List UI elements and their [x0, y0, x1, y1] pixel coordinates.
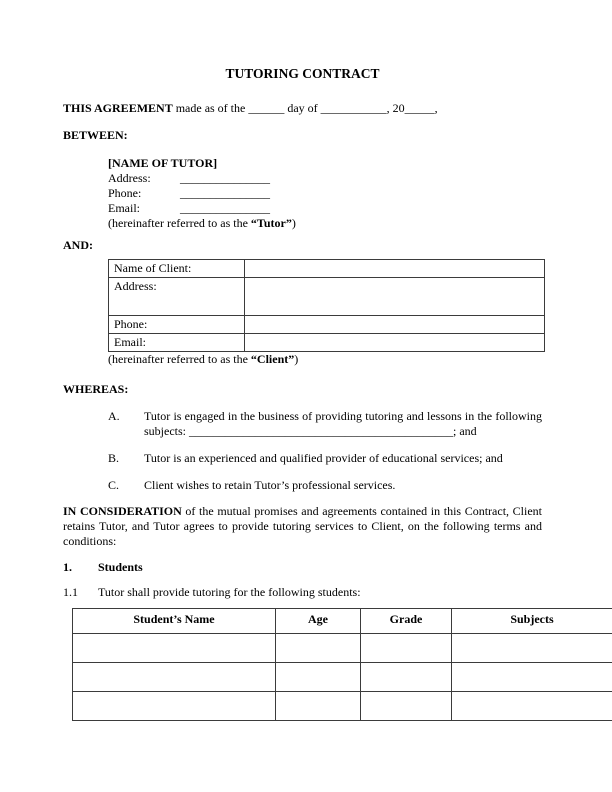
recital-b-letter: B.: [108, 451, 120, 465]
tutor-address-label: Address:: [108, 171, 151, 185]
consideration-paragraph: [63, 504, 542, 549]
tutor-hereinafter-term: “Tutor”: [250, 216, 292, 230]
students-header-grade: Grade: [361, 609, 452, 634]
tutor-phone-blank: _______________: [180, 186, 270, 200]
student-age-cell: [276, 634, 361, 663]
tutor-name-placeholder: [NAME OF TUTOR]: [108, 156, 218, 170]
student-subjects-cell: [452, 692, 612, 721]
students-table-header-row: [73, 609, 612, 634]
recital-b: [108, 451, 542, 466]
tutor-phone-row: [108, 186, 542, 201]
between-label: BETWEEN:: [63, 128, 128, 142]
consideration-bold-phrase: IN CONSIDERATION: [63, 504, 182, 518]
client-address-value: [245, 278, 545, 316]
recital-c-letter: C.: [108, 478, 120, 492]
tutor-hereinafter-prefix: (hereinafter referred to as the: [108, 216, 251, 230]
student-grade-cell: [361, 634, 452, 663]
intro-bold-phrase: THIS AGREEMENT: [63, 101, 173, 115]
client-hereinafter-prefix: (hereinafter referred to as the: [108, 352, 251, 366]
student-subjects-cell: [452, 634, 612, 663]
tutor-address-row: [108, 171, 542, 186]
client-email-value: [245, 334, 545, 352]
page-title: TUTORING CONTRACT: [225, 66, 380, 81]
student-grade-cell: [361, 692, 452, 721]
recital-b-text: Tutor is an experienced and qualified provider of educational services; and: [144, 451, 503, 465]
client-email-row: [109, 334, 545, 352]
client-name-label: Name of Client:: [109, 260, 245, 278]
student-age-cell: [276, 663, 361, 692]
client-info-table: [108, 259, 545, 352]
client-address-label: Address:: [109, 278, 245, 316]
students-table: [72, 608, 612, 721]
client-phone-value: [245, 316, 545, 334]
recital-c: [108, 478, 542, 493]
student-grade-cell: [361, 663, 452, 692]
students-table-row: [73, 692, 612, 721]
students-header-age: Age: [276, 609, 361, 634]
tutor-address-blank: _______________: [180, 171, 270, 185]
section-1-heading: [63, 560, 542, 575]
recital-a-letter: A.: [108, 409, 120, 423]
clause-1-1: [63, 585, 542, 600]
consideration-rest: of the mutual promises and agreements contained in this Contract, Client retains Tutor, and Tutor agrees to provide tutoring services to Client, on the following terms and conditions:: [63, 504, 542, 548]
student-subjects-cell: [452, 663, 612, 692]
client-hereinafter-term: “Client”: [250, 352, 295, 366]
client-hereinafter-suffix: ): [294, 352, 299, 366]
student-name-cell: [73, 692, 276, 721]
student-age-cell: [276, 692, 361, 721]
students-header-name: Student’s Name: [73, 609, 276, 634]
client-email-label: Email:: [109, 334, 245, 352]
recital-c-text: Client wishes to retain Tutor’s professional services.: [144, 478, 396, 492]
tutor-email-label: Email:: [108, 201, 140, 215]
client-name-row: [109, 260, 545, 278]
tutor-email-blank: _______________: [180, 201, 270, 215]
intro-rest: made as of the ______ day of ___________, 20_____,: [172, 101, 438, 115]
tutor-hereinafter-suffix: ): [291, 216, 296, 230]
intro-paragraph: [63, 101, 542, 116]
recital-a: [108, 409, 542, 439]
clause-1-1-number: 1.1: [63, 585, 78, 599]
and-label: AND:: [63, 238, 93, 252]
recital-a-text: Tutor is engaged in the business of providing tutoring and lessons in the following subjects: ____________________________________________; and: [144, 409, 542, 438]
client-name-value: [245, 260, 545, 278]
students-table-row: [73, 663, 612, 692]
client-hereinafter-line: [108, 352, 542, 367]
students-header-subjects: Subjects: [452, 609, 612, 634]
tutor-email-row: [108, 201, 542, 216]
student-name-cell: [73, 634, 276, 663]
tutor-hereinafter-line: [108, 216, 542, 231]
section-1-title: Students: [98, 560, 143, 574]
client-address-row: [109, 278, 545, 316]
clause-1-1-text: Tutor shall provide tutoring for the following students:: [98, 585, 361, 599]
students-table-row: [73, 634, 612, 663]
whereas-label: WHEREAS:: [63, 382, 129, 396]
tutor-phone-label: Phone:: [108, 186, 142, 200]
client-phone-row: [109, 316, 545, 334]
section-1-number: 1.: [63, 560, 72, 574]
tutor-info-block: [108, 156, 542, 231]
client-phone-label: Phone:: [109, 316, 245, 334]
student-name-cell: [73, 663, 276, 692]
